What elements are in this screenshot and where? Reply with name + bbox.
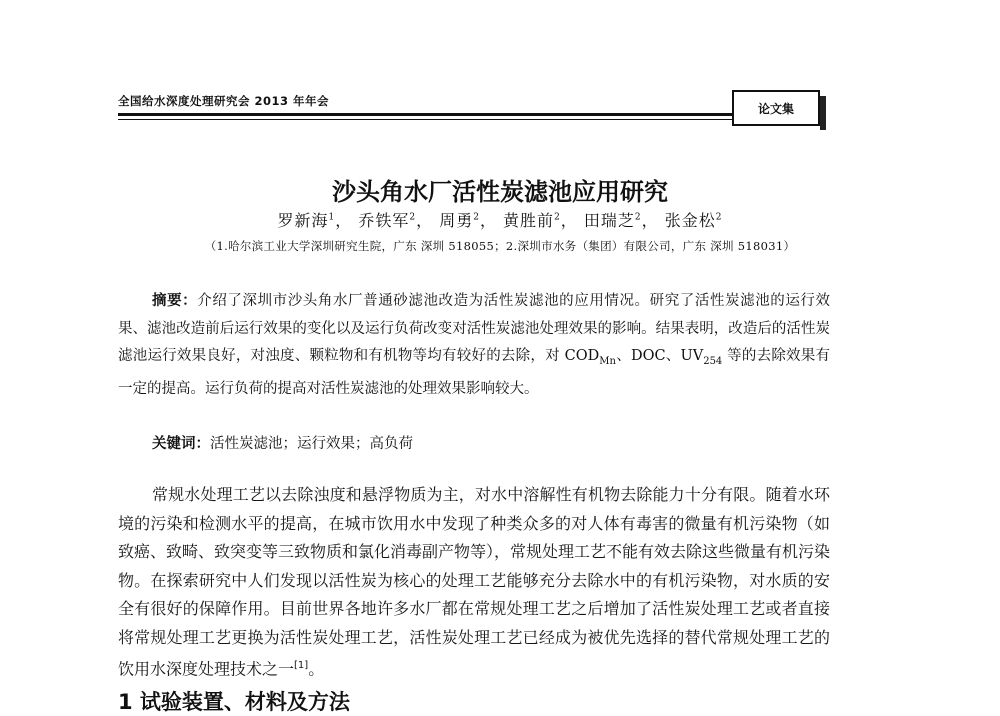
section-heading: 1 试验装置、材料及方法 bbox=[118, 690, 350, 714]
author-name: 张金松 bbox=[664, 211, 716, 230]
author-affiliation-mark: 2 bbox=[554, 212, 561, 223]
keywords-text: 活性炭滤池；运行效果；高负荷 bbox=[210, 436, 413, 452]
header-rule-thin bbox=[118, 119, 732, 120]
header-rule-thick bbox=[118, 113, 732, 116]
keywords bbox=[152, 432, 413, 453]
abstract bbox=[118, 288, 830, 403]
abstract-text: 、DOC、UV bbox=[615, 348, 704, 365]
author-name: 黄胜前 bbox=[503, 211, 555, 230]
author-name: 乔铁军 bbox=[358, 211, 410, 230]
author-affiliation-mark: 1 bbox=[328, 212, 336, 223]
author-list: 罗新海$^1$， 乔铁军$^2$， 周勇$^2$， 黄胜前$^2$， 田瑞芝$^2$， 张金松$^2$ bbox=[277, 211, 723, 230]
author-name: 田瑞芝 bbox=[583, 211, 635, 230]
author-affiliation-mark: 2 bbox=[634, 212, 642, 223]
author-name: 罗新海 bbox=[277, 211, 329, 230]
author-affiliation-mark: 2 bbox=[473, 212, 480, 223]
abstract-text: 等的去除效果有一定的提高。运行负荷的提高对活性炭滤池的处理效果影响较大。 bbox=[118, 348, 831, 397]
keywords-label: 关键词： bbox=[152, 436, 210, 452]
collection-tab bbox=[732, 90, 820, 126]
abstract-subscript: Mn bbox=[599, 356, 616, 368]
collection-tab-label: 论文集 bbox=[757, 102, 794, 116]
citation-ref: [1] bbox=[294, 660, 309, 671]
paper-title: 沙头角水厂活性炭滤池应用研究 bbox=[332, 178, 668, 206]
author-affiliation-mark: 2 bbox=[715, 212, 723, 223]
intro-text: 常规水处理工艺以去除浊度和悬浮物质为主，对水中溶解性有机物去除能力十分有限。随着水环境的污染和检测水平的提高，在城市饮用水中发现了种类众多的对人体有毒害的微量有机污染物（如致癌、致畸、致突变等三致物质和氯化消毒副产物等），常规处理工艺不能有效去除这些微量有机污染物。在探索研究中人们发现以活性炭为核心的处理工艺能够充分去除水中的有机污染物，对水质的安全有很好的保障作用。目前世界各地许多水厂都在常规处理工艺之后增加了活性炭处理工艺或者直接将常规处理工艺更换为活性炭处理工艺，活性炭处理工艺已经成为被优先选择的替代常规处理工艺的饮用水深度处理技术之一 bbox=[118, 485, 831, 679]
affiliations: （1.哈尔滨工业大学深圳研究生院，广东 深圳 518055；2.深圳市水务（集团）有限公司，广东 深圳 518031） bbox=[204, 239, 796, 253]
author-affiliation-mark: 2 bbox=[409, 212, 417, 223]
intro-end: 。 bbox=[308, 659, 325, 679]
intro-paragraph bbox=[118, 481, 830, 684]
abstract-label: 摘要： bbox=[152, 293, 198, 309]
abstract-subscript: 254 bbox=[703, 356, 723, 368]
conference-header: 全国给水深度处理研究会 2013 年年会 bbox=[118, 94, 330, 108]
author-name: 周勇 bbox=[439, 211, 474, 230]
abstract-text: 介绍了深圳市沙头角水厂普通砂滤池改造为活性炭滤池的应用情况。研究了活性炭滤池的运行效果、滤池改造前后运行效果的变化以及运行负荷改变对活性炭滤池处理效果的影响。结果表明，改造后的活性炭滤池运行效果良好，对浊度、颗粒物和有机物等均有较好的去除，对 COD bbox=[118, 293, 831, 365]
